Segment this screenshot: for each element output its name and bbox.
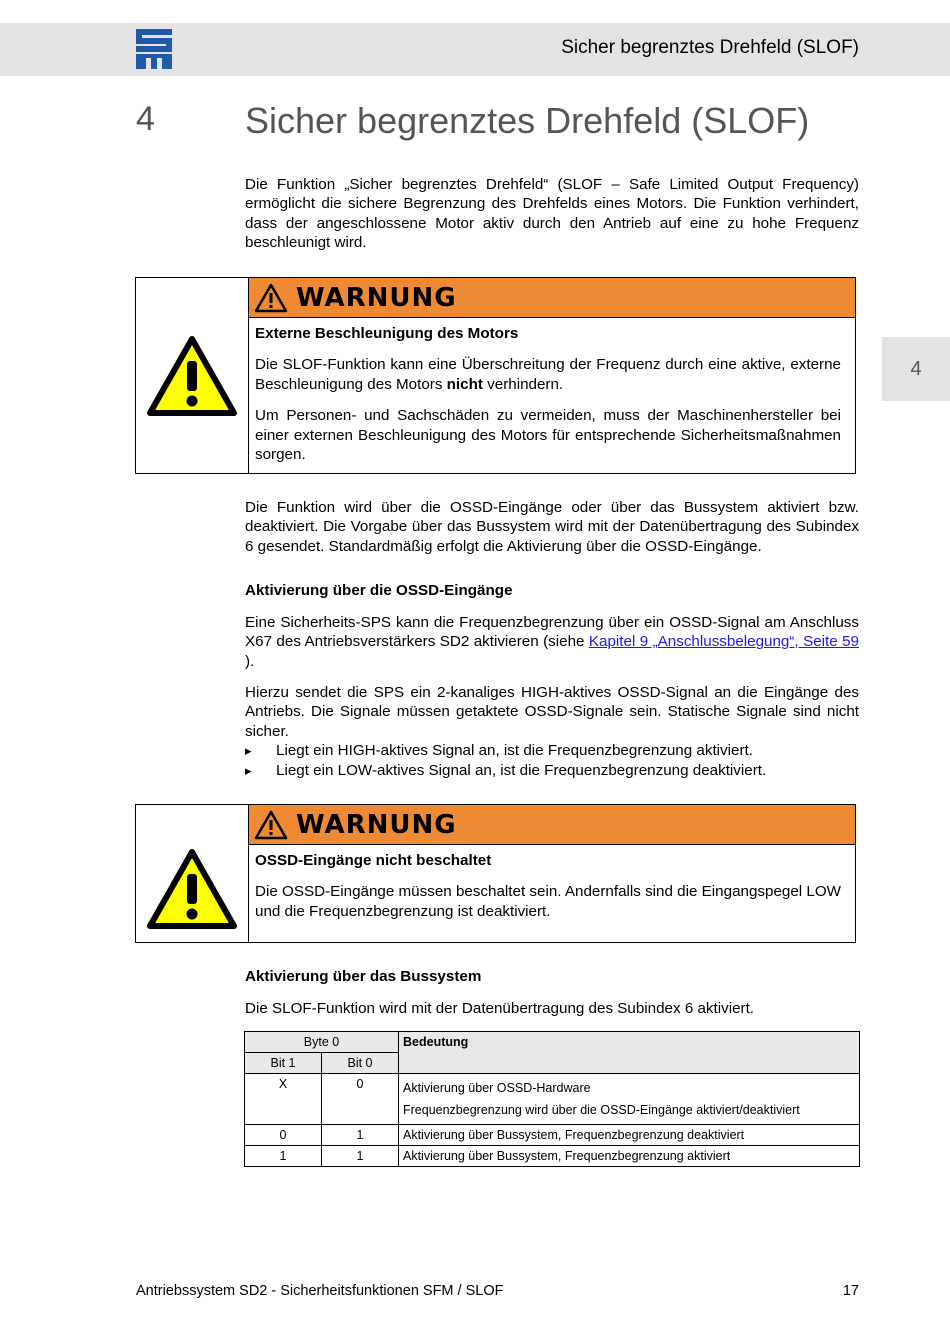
table-cell-bit1: 1 [245, 1146, 322, 1167]
warning-label: WARNUNG [296, 282, 457, 313]
table-header-byte: Byte 0 [245, 1032, 399, 1053]
warning-paragraph-1: Die SLOF-Funktion kann eine Überschreitung der Frequenz durch eine aktive, externe Beschleunigung des Motors nicht verhindern. [255, 356, 841, 393]
ossd-paragraph-2: Hierzu sendet die SPS ein 2-kanaliges HIGH-aktives OSSD-Signal an die Eingänge des Antriebs. Die Signale müssen getaktete OSSD-Signale sein. Statische Signale sind nicht sicher. ▸ Liegt ein HIGH-aktives Signal an, ist die Frequenzbegrenzung aktiviert. ▸ Liegt ein LOW-aktives Signal an, ist die Frequenzbegrenzung deaktiviert. [245, 683, 859, 780]
bus-section-heading: Aktivierung über das Bussystem [245, 968, 482, 985]
warning-box-ossd-not-wired [135, 804, 856, 943]
warning-box-external-acceleration [135, 277, 856, 474]
table-header-meaning: Bedeutung [399, 1032, 860, 1074]
ossd-bullet-list [245, 741, 859, 780]
warning-subtitle: OSSD-Eingänge nicht beschaltet [255, 852, 492, 869]
warning-icon-cell [136, 278, 249, 473]
chapter-side-tab: 4 [882, 337, 950, 401]
ossd-paragraph-1: Eine Sicherheits-SPS kann die Frequenzbegrenzung über ein OSSD-Signal am Anschluss X67 des Antriebsverstärkers SD2 aktivieren (siehe Kapitel 9 „Anschlussbelegung“, Seite 59 ). [245, 614, 859, 670]
chapter-9-link[interactable]: Kapitel 9 „Anschlussbelegung“, Seite 59 [588, 633, 859, 651]
small-hazard-triangle-icon [254, 283, 288, 313]
list-item: ▸ Liegt ein HIGH-aktives Signal an, ist die Frequenzbegrenzung aktiviert. [245, 741, 859, 760]
table-cell-bit1: 0 [245, 1125, 322, 1146]
list-item: ▸ Liegt ein LOW-aktives Signal an, ist die Frequenzbegrenzung deaktiviert. [245, 761, 859, 780]
footer-document-title: Antriebssystem SD2 - Sicherheitsfunktionen SFM / SLOF [136, 1283, 504, 1299]
chapter-number: 4 [136, 100, 155, 138]
warning-header-bar [249, 278, 855, 318]
warning-paragraph-2: Um Personen- und Sachschäden zu vermeiden, muss der Maschinenhersteller bei einer externen Beschleunigung des Motors für entsprechende Sicherheitsmaßnahmen sorgen. [255, 407, 841, 464]
warning-paragraph-1: Die OSSD-Eingänge müssen beschaltet sein. Andernfalls sind die Eingangspegel LOW und die Frequenzbegrenzung ist deaktiviert. [255, 883, 841, 920]
table-header-bit0: Bit 0 [322, 1053, 399, 1074]
hazard-triangle-icon [146, 335, 238, 417]
warning-header-bar [249, 805, 855, 845]
table-cell-bit1: X [245, 1074, 322, 1125]
table-cell-bit0: 0 [322, 1074, 399, 1125]
table-header-bit1: Bit 1 [245, 1053, 322, 1074]
table-cell-meaning: Aktivierung über Bussystem, Frequenzbegrenzung deaktiviert [399, 1125, 860, 1146]
table-cell-bit0: 1 [322, 1125, 399, 1146]
small-hazard-triangle-icon [254, 810, 288, 840]
table-row [245, 1125, 860, 1146]
warning-icon-cell [136, 805, 249, 942]
warning-label: WARNUNG [296, 809, 457, 840]
table-row [245, 1146, 860, 1167]
intro-paragraph: Die Funktion „Sicher begrenztes Drehfeld“ (SLOF – Safe Limited Output Frequency) ermöglicht die sichere Begrenzung des Drehfelds eines Motors. Die Funktion verhindert, dass der angeschlossene Motor aktiv durch den Antrieb auf eine zu hohe Frequenz beschleunigt wird. [245, 176, 859, 252]
table-row [245, 1074, 860, 1125]
table-cell-meaning: Aktivierung über Bussystem, Frequenzbegrenzung aktiviert [399, 1146, 860, 1167]
table-cell-bit0: 1 [322, 1146, 399, 1167]
ossd-section-heading: Aktivierung über die OSSD-Eingänge [245, 582, 513, 599]
company-logo [136, 29, 172, 69]
activation-paragraph: Die Funktion wird über die OSSD-Eingänge oder über das Bussystem aktiviert bzw. deaktiviert. Die Vorgabe über das Bussystem wird mit der Datenübertragung des Subindex 6 gesendet. Standardmäßig erfolgt die Aktivierung über die OSSD-Eingänge. [245, 499, 859, 555]
chapter-title: Sicher begrenztes Drehfeld (SLOF) [245, 100, 810, 141]
footer-page-number: 17 [842, 1283, 859, 1299]
subindex-bit-table [244, 1031, 860, 1167]
bus-paragraph: Die SLOF-Funktion wird mit der Datenübertragung des Subindex 6 aktiviert. [245, 1000, 755, 1017]
warning-subtitle: Externe Beschleunigung des Motors [255, 325, 519, 342]
header-title: Sicher begrenztes Drehfeld (SLOF) [561, 37, 859, 58]
table-cell-meaning: Aktivierung über OSSD-Hardware Frequenzbegrenzung wird über die OSSD-Eingänge aktiviert/deaktiviert [399, 1074, 860, 1125]
hazard-triangle-icon [146, 848, 238, 930]
